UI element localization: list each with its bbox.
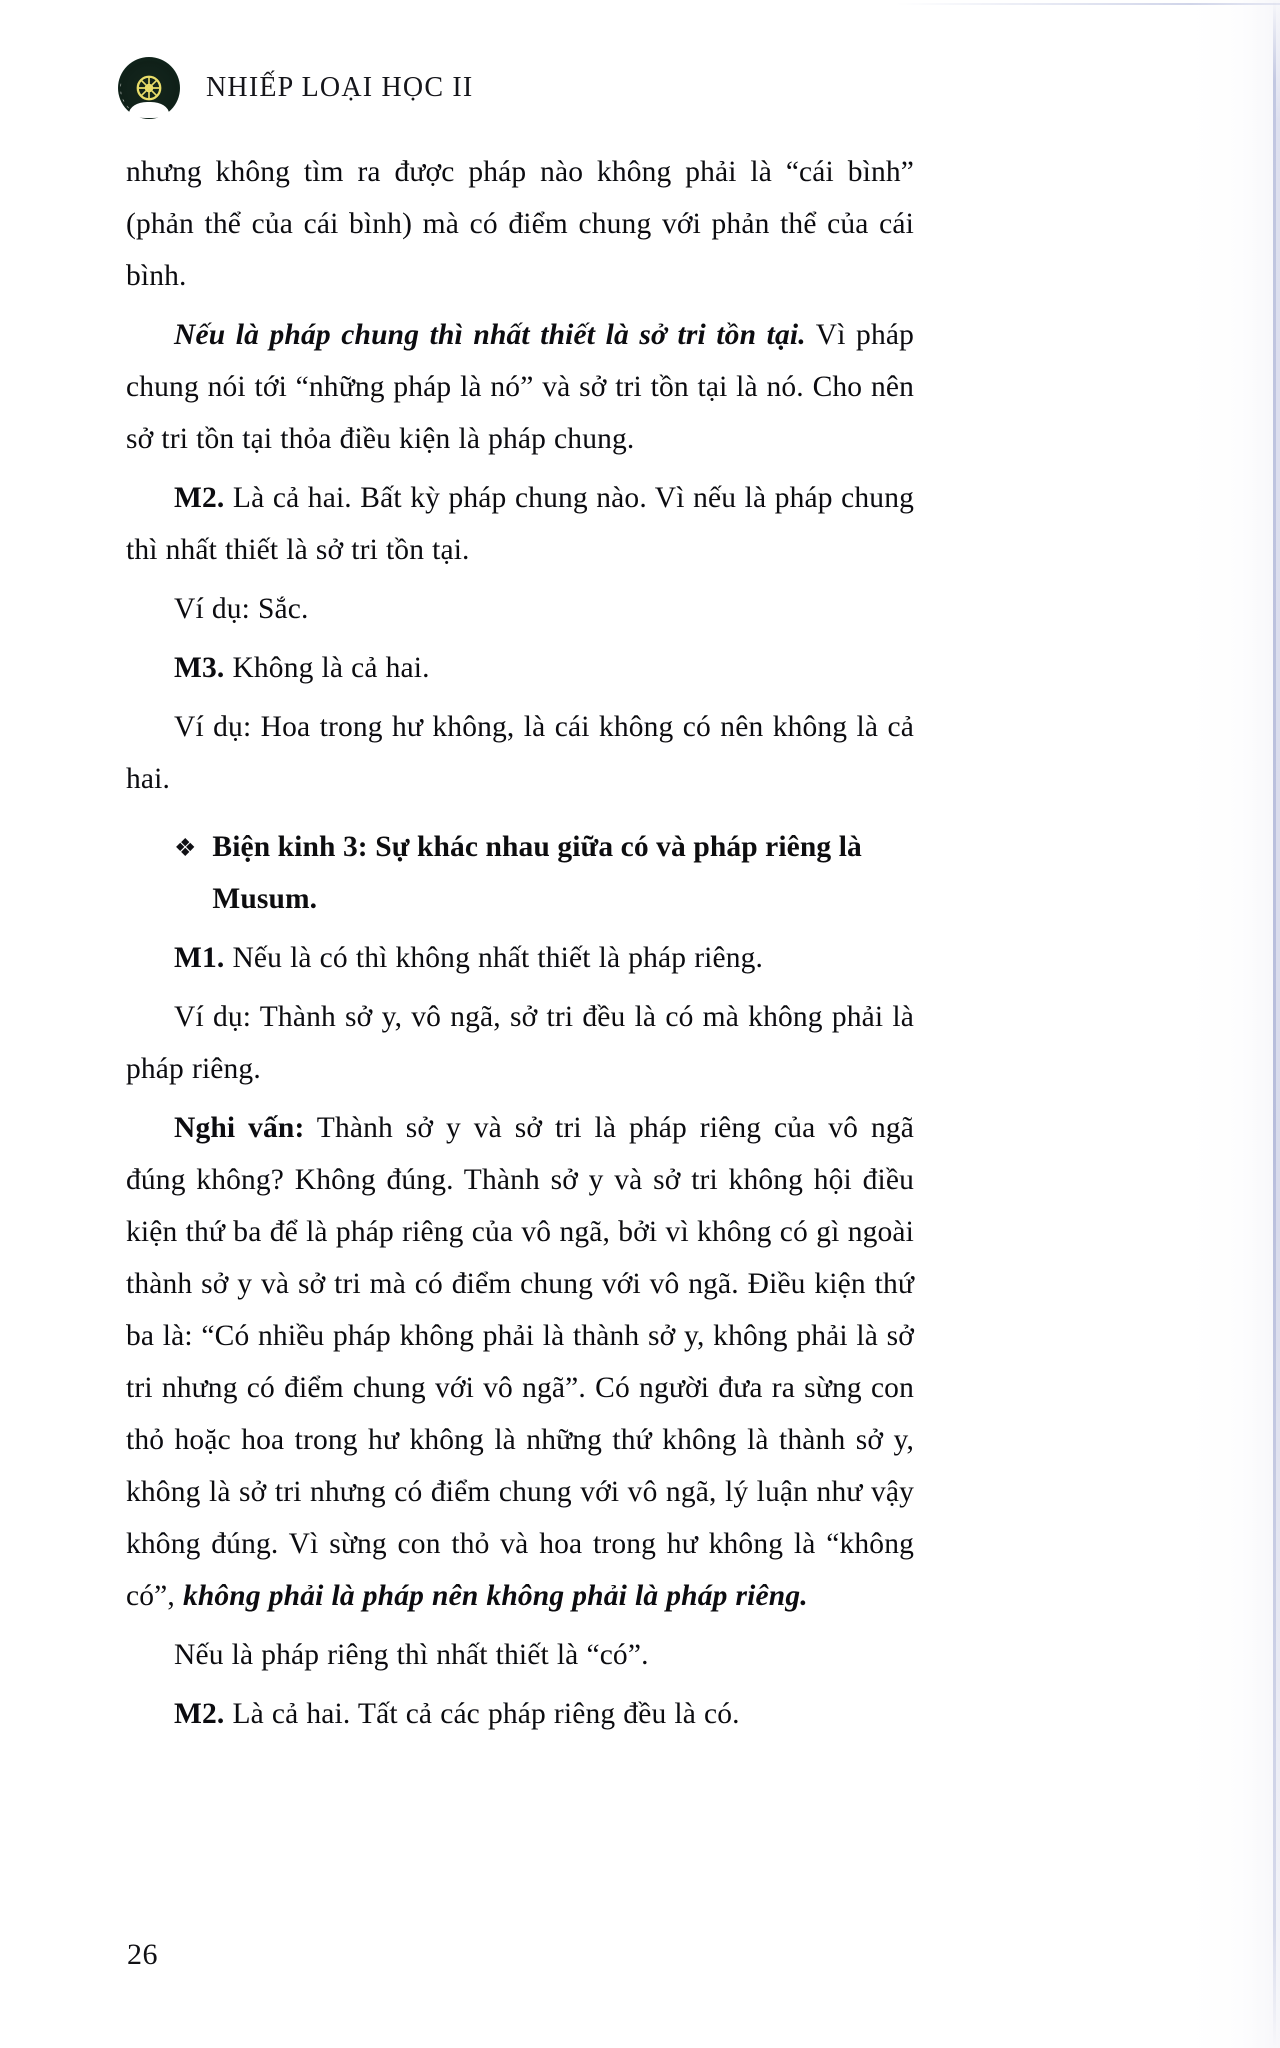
paragraph-example-sac bbox=[126, 583, 914, 635]
label-m3: M3. bbox=[174, 652, 225, 684]
paragraph-m1 bbox=[126, 932, 914, 984]
wheel-icon bbox=[134, 73, 164, 103]
paragraph-text: Vì pháp chung nói tới “những pháp là nó” và sở tri tồn tại là nó. Cho nên sở tri tồn tại thỏa điều kiện là pháp chung. bbox=[126, 319, 915, 455]
paragraph-m3 bbox=[126, 642, 914, 694]
label-m2-second: M2. bbox=[174, 1698, 225, 1730]
paragraph-text: Là cả hai. Tất cả các pháp riêng đều là có. bbox=[224, 1698, 740, 1730]
bullet-heading-row bbox=[126, 821, 914, 925]
paragraph-text: Không là cả hai. bbox=[224, 652, 430, 684]
label-m1: M1. bbox=[174, 942, 225, 974]
diamond-bullet-icon: ❖ bbox=[174, 835, 197, 862]
paragraph-text: nhưng không tìm ra được pháp nào không phải là “cái bình” (phản thể của cái bình) mà có điểm chung với phản thể của cái bình. bbox=[126, 156, 914, 292]
paragraph-text: Ví dụ: Sắc. bbox=[174, 593, 309, 625]
emphasis-bold-italic-closing: không phải là pháp nên không phải là pháp riêng. bbox=[182, 1580, 808, 1612]
page-number: 26 bbox=[127, 1938, 158, 1971]
paragraph-text: Ví dụ: Hoa trong hư không, là cái không có nên không là cả hai. bbox=[126, 711, 914, 795]
paragraph-example-hoa-trong-hu-khong bbox=[126, 701, 914, 805]
paragraph-continuation bbox=[126, 146, 914, 302]
paragraph-rule-pháp-chung bbox=[126, 309, 914, 465]
emblem-lotus-base bbox=[129, 102, 169, 118]
page-header bbox=[118, 52, 938, 124]
paragraph-nghi-van bbox=[126, 1102, 914, 1622]
paragraph-text: Nếu là pháp riêng thì nhất thiết là “có”. bbox=[174, 1639, 649, 1671]
paragraph-m2-second bbox=[126, 1688, 914, 1740]
paragraph-text: Ví dụ: Thành sở y, vô ngã, sở tri đều là có mà không phải là pháp riêng. bbox=[126, 1001, 914, 1085]
paragraph-text: Nếu là có thì không nhất thiết là pháp riêng. bbox=[224, 942, 764, 974]
section-heading-bien-kinh-3: Biện kinh 3: Sự khác nhau giữa có và pháp riêng là Musum. bbox=[212, 831, 862, 915]
dharma-wheel-emblem-icon bbox=[118, 57, 180, 119]
emphasis-bold-italic: Nếu là pháp chung thì nhất thiết là sở tri tồn tại. bbox=[174, 319, 806, 351]
label-m2: M2. bbox=[174, 482, 225, 514]
paragraph-text: Là cả hai. Bất kỳ pháp chung nào. Vì nếu là pháp chung thì nhất thiết là sở tri tồn tại. bbox=[126, 482, 914, 566]
running-title: NHIẾP LOẠI HỌC II bbox=[206, 72, 474, 103]
body-text-column bbox=[126, 146, 914, 1740]
paragraph-example-thanh-so-y bbox=[126, 991, 914, 1095]
label-nghi-van: Nghi vấn: bbox=[174, 1112, 305, 1144]
paragraph-text: Thành sở y và sở tri là pháp riêng của vô ngã đúng không? Không đúng. Thành sở y và sở tri không hội điều kiện thứ ba để là pháp riêng của vô ngã, bởi vì không có gì ngoài thành sở y và sở tri mà có điểm chung với vô ngã. Điều kiện thứ ba là: “Có nhiều pháp không phải là thành sở y, không phải là sở tri nhưng có điểm chung với vô ngã”. Có người đưa ra sừng con thỏ hoặc hoa trong hư không là những thứ không là thành sở y, không là sở tri nhưng có điểm chung với vô ngã, lý luận như vậy không đúng. Vì sừng con thỏ và hoa trong hư không là “không có”, bbox=[126, 1112, 914, 1612]
paragraph-m2-first bbox=[126, 472, 914, 576]
paragraph-phap-rieng-co bbox=[126, 1629, 914, 1681]
